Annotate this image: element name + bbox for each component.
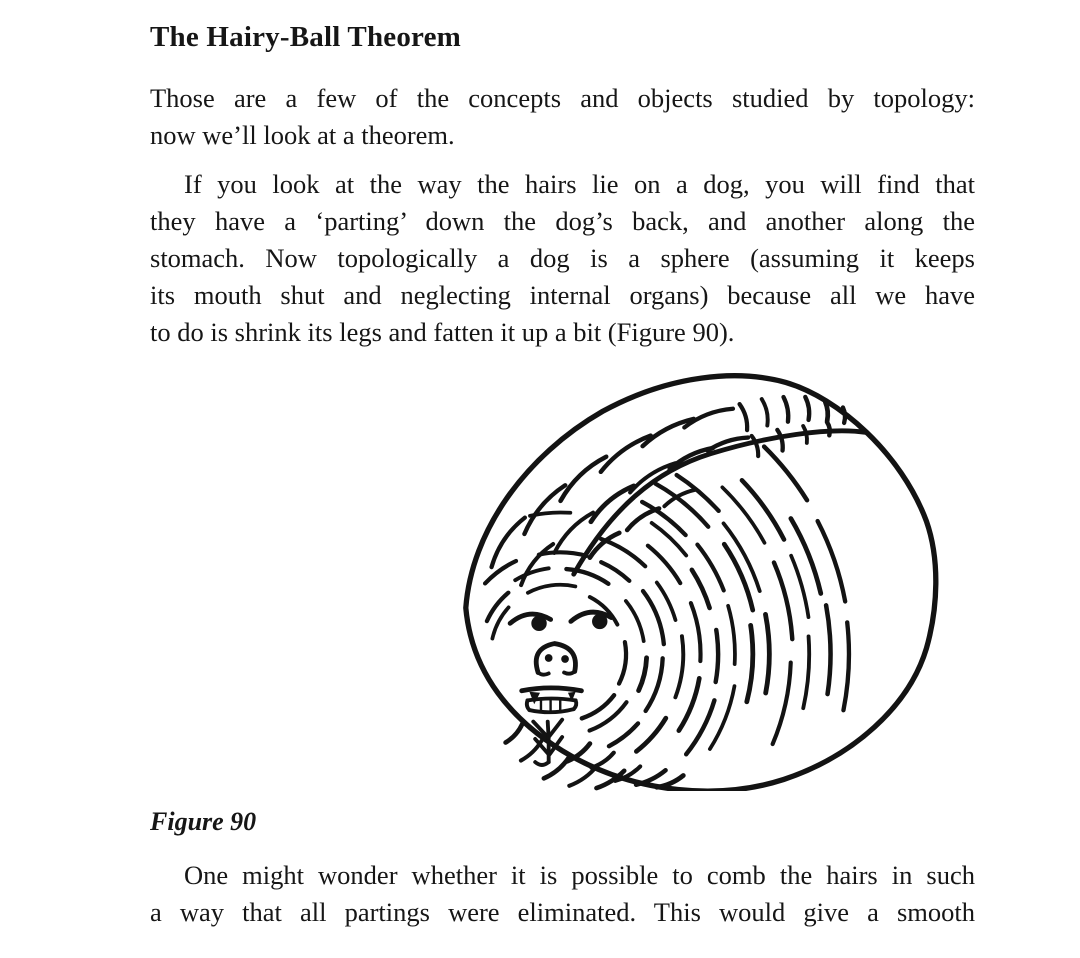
mouth-upper-lip [522, 688, 582, 691]
hair-stroke [524, 485, 565, 534]
teeth-band-right [574, 700, 577, 709]
hairy-ball-figure [448, 367, 950, 791]
figure-caption: Figure 90 [150, 807, 257, 836]
section-heading: The Hairy-Ball Theorem [150, 21, 462, 53]
hair-stroke [679, 678, 699, 730]
hair-stroke [791, 556, 808, 617]
hair-stroke [710, 686, 735, 749]
hair-stroke [561, 457, 607, 501]
hair-stroke [657, 775, 683, 787]
hair-stroke [590, 702, 627, 730]
hair-stroke [742, 480, 784, 539]
hair-stroke [619, 642, 626, 684]
hair-stroke [609, 723, 638, 746]
hair-stroke [485, 561, 516, 583]
hair-stroke [582, 695, 614, 718]
text-line: One might wonder whether it is possible to comb the hairs in such [184, 860, 975, 890]
hair-stroke [591, 753, 613, 768]
hair-stroke [521, 544, 553, 585]
text-line: its mouth shut and neglecting internal organs) because all we have [150, 280, 975, 310]
hair-stroke [643, 419, 694, 446]
hair-stroke [554, 513, 593, 553]
text-line: a way that all partings were eliminated. This would give a smooth [150, 897, 975, 927]
left-eye-pupil [531, 616, 546, 631]
hair-stroke [675, 636, 683, 697]
paragraph-comb [150, 857, 975, 931]
hair-stroke [843, 407, 845, 422]
hair-stroke [492, 518, 525, 568]
hair-stroke [487, 593, 508, 621]
hair-stroke [601, 539, 645, 566]
hair-stroke [528, 585, 576, 593]
hair-stroke [626, 601, 644, 641]
hair-stroke [740, 404, 748, 430]
text-line: stomach. Now topologically a dog is a sphere (assuming it keeps [150, 243, 975, 273]
hair-stroke [764, 447, 807, 501]
right-eye-pupil [592, 614, 607, 629]
nose [536, 644, 575, 673]
hair-stroke [492, 607, 508, 638]
hair-stroke [601, 562, 629, 581]
hair-stroke [774, 563, 792, 640]
hair-stroke [639, 658, 647, 691]
right-nostril [561, 655, 569, 663]
hair-stroke [728, 606, 735, 664]
hair-stroke [747, 625, 753, 701]
text-line: Those are a few of the concepts and objects studied by topology: [150, 83, 975, 113]
hair-stroke [762, 399, 768, 425]
hair-stroke [636, 770, 665, 784]
hair-stroke [825, 402, 828, 421]
nose-curl-left [538, 672, 549, 674]
hair-stroke [716, 630, 718, 682]
text-line: If you look at the way the hairs lie on a dog, you will find that [184, 169, 975, 199]
hair-stroke [648, 546, 680, 583]
hair-stroke [826, 605, 830, 694]
text-line: they have a ‘parting’ down the dog’s back, and another along the [150, 206, 975, 236]
teeth-band-left [527, 700, 530, 710]
hair-stroke [803, 636, 809, 708]
hair-stroke [636, 718, 665, 751]
hair-stroke [791, 518, 821, 593]
hair-stroke [692, 570, 710, 608]
hair-stroke [691, 603, 701, 661]
nose-curl-right [564, 672, 575, 674]
paragraph-intro [150, 80, 975, 154]
text-line: to do is shrink its legs and fatten it up a bit (Figure 90). [150, 317, 735, 347]
hair-stroke [539, 552, 587, 556]
hair-stroke [515, 568, 548, 580]
hair-stroke [843, 622, 849, 710]
hair-stroke [643, 591, 664, 644]
hair-stroke [777, 430, 782, 451]
hair-stroke [773, 663, 791, 745]
left-nostril [545, 654, 553, 662]
hair-stroke [657, 582, 676, 620]
paragraph-dog [150, 166, 975, 351]
hair-stroke [566, 569, 608, 584]
hair-stroke [724, 544, 753, 610]
hair-stroke [506, 724, 523, 743]
hairy-ball-drawing [448, 367, 950, 791]
hair-stroke [805, 397, 809, 420]
hair-stroke [784, 397, 789, 422]
text-line: now we’ll look at a theorem. [150, 120, 455, 150]
dog-face [510, 612, 611, 765]
hair-stroke [601, 436, 651, 472]
hair-stroke [765, 614, 769, 693]
chin-tuft [533, 720, 562, 765]
